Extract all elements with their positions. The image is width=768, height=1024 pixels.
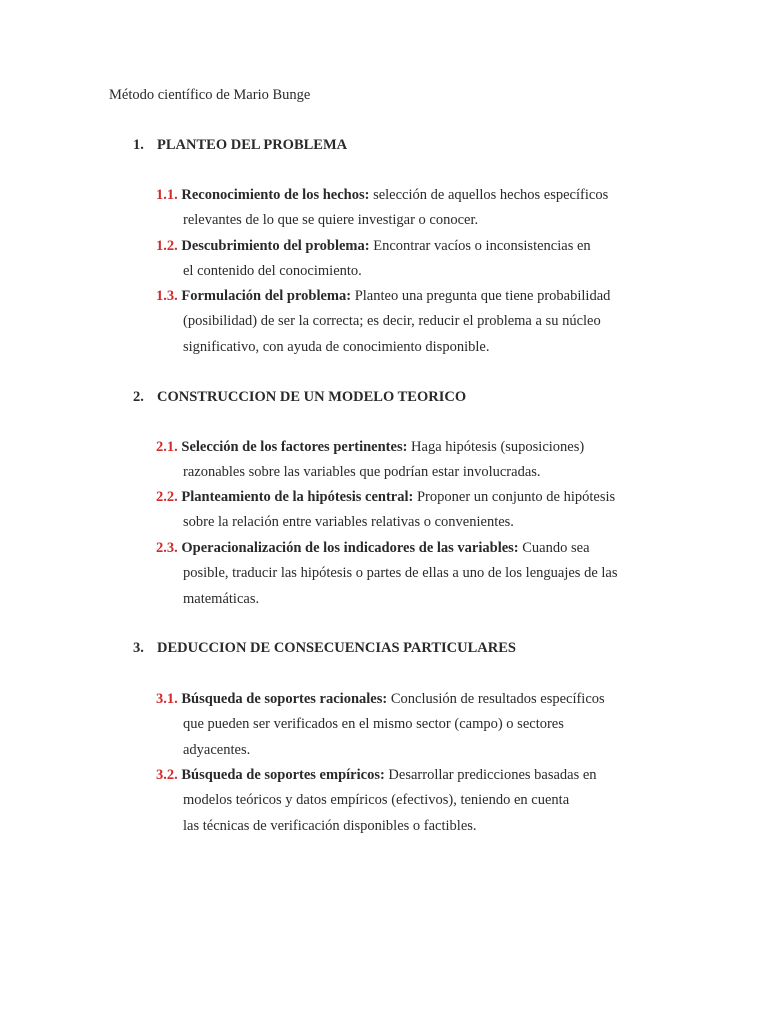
list-item-1-1 — [156, 185, 656, 236]
list-item-1-3 — [156, 286, 656, 362]
item-text: selección de aquellos hechos específicos — [369, 187, 609, 203]
item-number: 3.1. — [156, 691, 178, 707]
section-number: 1. — [133, 137, 144, 153]
item-text: Planteo una pregunta que tiene probabilidad — [351, 288, 611, 304]
item-number: 3.2. — [156, 767, 178, 783]
item-text-continuation: sobre la relación entre variables relativas o convenientes. — [183, 514, 514, 531]
item-number: 2.1. — [156, 439, 178, 455]
item-text: Haga hipótesis (suposiciones) — [407, 439, 585, 455]
list-item-2-2 — [156, 487, 656, 538]
item-text-continuation: las técnicas de verificación disponibles o factibles. — [183, 817, 477, 834]
item-term: Reconocimiento de los hechos: — [181, 187, 370, 203]
item-text-continuation: (posibilidad) de ser la correcta; es decir, reducir el problema a su núcleo — [183, 313, 601, 330]
section-heading-2 — [133, 387, 466, 407]
item-text: Desarrollar predicciones basadas en — [384, 767, 597, 783]
section-number: 2. — [133, 389, 144, 405]
section-heading-1 — [133, 135, 347, 155]
item-number: 1.3. — [156, 288, 178, 304]
item-text-continuation: el contenido del conocimiento. — [183, 263, 362, 280]
item-number: 1.2. — [156, 238, 178, 254]
document-title: Método científico de Mario Bunge — [109, 87, 311, 103]
item-text-continuation: adyacentes. — [183, 741, 251, 758]
section-title: CONSTRUCCION DE UN MODELO TEORICO — [157, 389, 467, 405]
item-text-continuation: posible, traducir las hipótesis o partes de ellas a uno de los lenguajes de las — [183, 565, 618, 582]
list-item-2-3 — [156, 538, 656, 614]
item-number: 2.2. — [156, 489, 178, 505]
item-text-continuation: relevantes de lo que se quiere investigar o conocer. — [183, 212, 479, 229]
item-text: Proponer un conjunto de hipótesis — [413, 489, 616, 505]
item-number: 2.3. — [156, 540, 178, 556]
list-item-3-2 — [156, 765, 656, 841]
section-title: DEDUCCION DE CONSECUENCIAS PARTICULARES — [157, 640, 516, 656]
section-number: 3. — [133, 640, 144, 656]
section-title: PLANTEO DEL PROBLEMA — [157, 137, 348, 153]
item-text-continuation: modelos teóricos y datos empíricos (efectivos), teniendo en cuenta — [183, 792, 570, 809]
item-term: Selección de los factores pertinentes: — [181, 439, 408, 455]
item-text: Encontrar vacíos o inconsistencias en — [369, 238, 591, 254]
item-term: Descubrimiento del problema: — [181, 238, 370, 254]
item-term: Búsqueda de soportes empíricos: — [181, 767, 385, 783]
item-term: Búsqueda de soportes racionales: — [181, 691, 388, 707]
item-term: Operacionalización de los indicadores de las variables: — [181, 540, 519, 556]
item-term: Formulación del problema: — [181, 288, 352, 304]
item-text: Cuando sea — [518, 540, 590, 556]
list-item-1-2 — [156, 236, 656, 287]
list-item-2-1 — [156, 437, 656, 488]
item-text: Conclusión de resultados específicos — [387, 691, 605, 707]
item-number: 1.1. — [156, 187, 178, 203]
list-item-3-1 — [156, 689, 656, 765]
item-term: Planteamiento de la hipótesis central: — [181, 489, 414, 505]
section-heading-3 — [133, 638, 516, 658]
item-text-continuation: que pueden ser verificados en el mismo sector (campo) o sectores — [183, 716, 564, 733]
item-text-continuation: matemáticas. — [183, 590, 260, 607]
item-text-continuation: significativo, con ayuda de conocimiento disponible. — [183, 338, 490, 355]
item-text-continuation: razonables sobre las variables que podrían estar involucradas. — [183, 464, 541, 481]
